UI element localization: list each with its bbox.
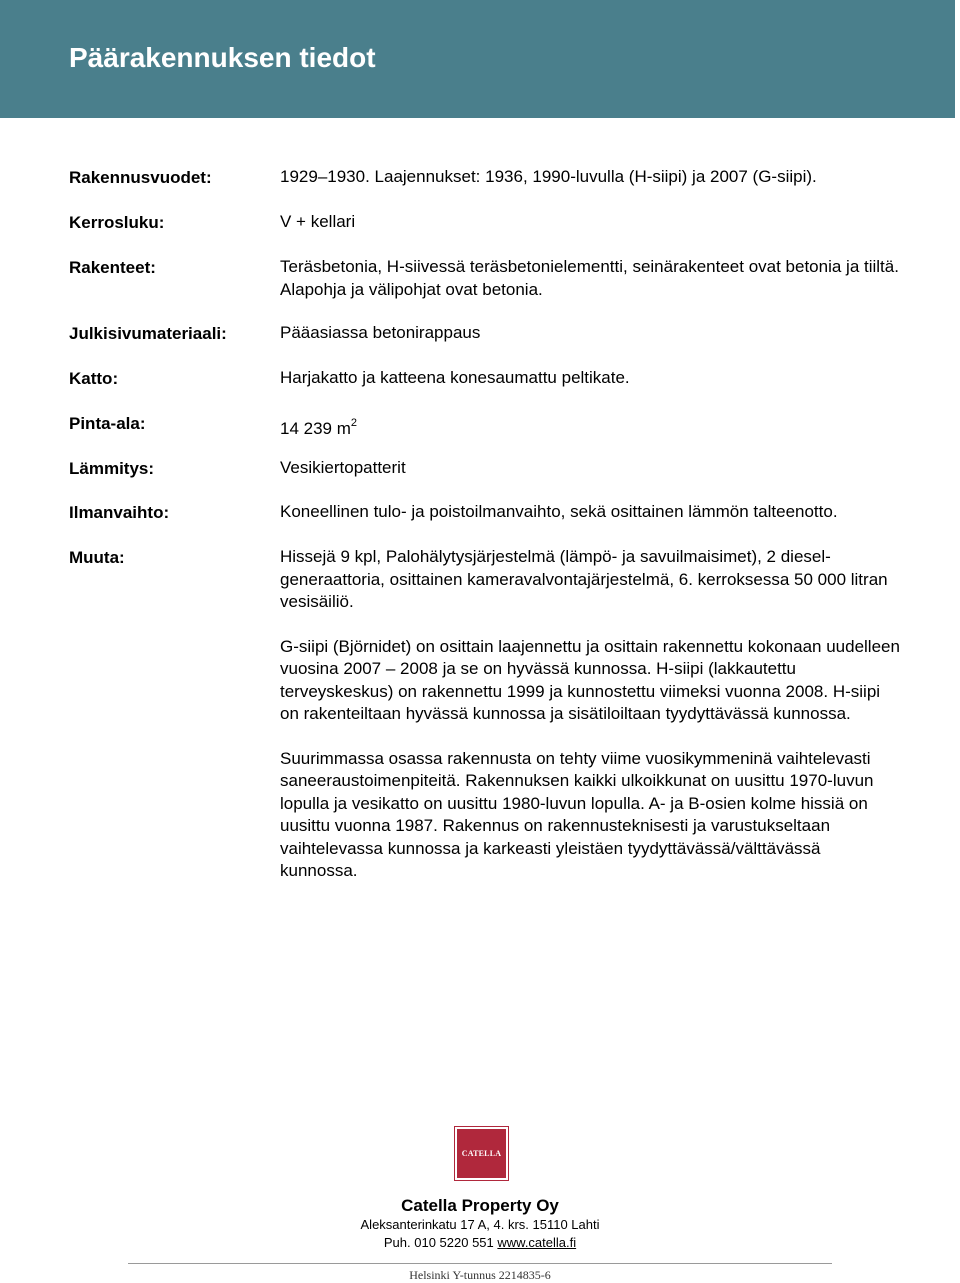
footer-website-link[interactable]: www.catella.fi: [497, 1235, 577, 1250]
footer-contact: [0, 1235, 960, 1250]
muuta-paragraph-2: G-siipi (Björnidet) on osittain laajennettu ja osittain rakennettu kokonaan uudelleen vuosina 2007 – 2008 ja se on hyvässä kunnossa. H-siipi (lakkautettu terveyskeskus) on rakennettu 1999 ja kunnostettu viimeksi vuonna 2008. H-siipi on rakenteiltaan hyvässä kunnossa ja sisätiloiltaan tyydyttävässä kunnossa.: [280, 636, 900, 723]
pinta-ala-superscript: 2: [350, 417, 358, 429]
label-muuta: Muuta:: [69, 548, 125, 567]
label-rakenteet: Rakenteet:: [69, 258, 156, 277]
footer-company: Catella Property Oy: [401, 1196, 559, 1215]
value-julkisivumateriaali: Pääasiassa betonirappaus: [280, 323, 481, 342]
label-rakennusvuodet: Rakennusvuodet:: [69, 168, 212, 187]
label-lammitys: Lämmitys:: [69, 459, 155, 478]
label-kerrosluku: Kerrosluku:: [69, 213, 165, 232]
footer-divider: [128, 1263, 832, 1264]
footer-business-id: Helsinki Y-tunnus 2214835-6: [409, 1268, 551, 1282]
value-kerrosluku: V + kellari: [280, 212, 356, 231]
value-pinta-ala: [280, 412, 900, 441]
catella-logo: [455, 1127, 508, 1180]
muuta-paragraph-3: Suurimmassa osassa rakennusta on tehty viime vuosikymmeninä vaihtelevasti saneeraustoimenpiteitä. Rakennuksen kaikki ulkoikkunat on uusittu 1970-luvun lopulla ja vesikatto on uusittu 1980-luvun lopulla. A- ja B-osien kolme hissiä on uusittu vuonna 1987. Rakennus on rakennusteknisesti ja varustukseltaan vaihtelevassa kunnossa ja karkeasti yleistäen tyydyttävässä/välttävässä kunnossa.: [280, 748, 874, 880]
label-pinta-ala: Pinta-ala:: [69, 414, 146, 433]
pinta-ala-number: 14 239 m: [280, 419, 351, 438]
muuta-paragraph-1: Hissejä 9 kpl, Palohälytysjärjestelmä (lämpö- ja savuilmaisimet), 2 diesel-generaattoria, osittainen kameravalvontajärjestelmä, 6. kerroksessa 50 000 litran vesisäiliö.: [280, 547, 888, 611]
value-muuta: [280, 546, 900, 883]
value-rakennusvuodet: 1929–1930. Laajennukset: 1936, 1990-luvulla (H-siipi) ja 2007 (G-siipi).: [280, 167, 817, 186]
value-katto: Harjakatto ja katteena konesaumattu peltikate.: [280, 368, 630, 387]
value-lammitys: Vesikiertopatterit: [280, 458, 406, 477]
label-ilmanvaihto: Ilmanvaihto:: [69, 503, 170, 522]
title-banner: [0, 0, 955, 118]
value-ilmanvaihto: Koneellinen tulo- ja poistoilmanvaihto, sekä osittainen lämmön talteenotto.: [280, 502, 838, 521]
label-julkisivumateriaali: Julkisivumateriaali:: [69, 324, 227, 343]
footer-phone: Puh. 010 5220 551: [383, 1235, 498, 1250]
label-katto: Katto:: [69, 369, 119, 388]
value-rakenteet: Teräsbetonia, H-siivessä teräsbetonielementti, seinärakenteet ovat betonia ja tiiltä. Alapohja ja välipohjat ovat betonia.: [280, 257, 899, 299]
logo-text: CATELLA: [461, 1149, 502, 1158]
footer-address: Aleksanterinkatu 17 A, 4. krs. 15110 Lahti: [360, 1217, 600, 1232]
page-title: Päärakennuksen tiedot: [69, 42, 376, 73]
